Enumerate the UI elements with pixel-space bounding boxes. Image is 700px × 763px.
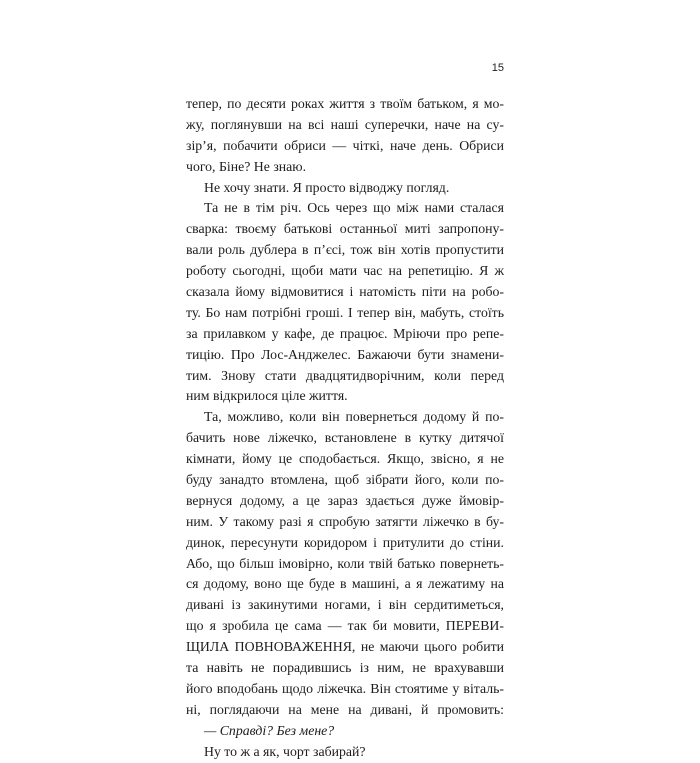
text-line: Або, що більш імовірно, коли твій батько повернеть- — [186, 555, 504, 571]
text-line: сварка: твоєму батькові останньої миті запропону- — [186, 221, 504, 237]
text-line: та навіть не порадившись із ним, не врахувавши — [186, 660, 504, 676]
page-number: 15 — [491, 62, 504, 74]
text-line: буду занадто втомлена, щоб зібрати його, коли по- — [186, 472, 504, 488]
text-line: зір’я, побачити обриси — чіткі, наче день. Обриси — [186, 137, 504, 153]
text-line: тицію. Про Лос-Анджелес. Бажаючи бути знамени- — [186, 346, 504, 362]
text-line: — Справді? Без мене? — [204, 722, 335, 738]
text-line: ні, поглядаючи на мене на дивані, й промовить: — [186, 701, 504, 717]
text-line: ЩИЛА ПОВНОВАЖЕННЯ, не маючи цього робити — [186, 639, 504, 655]
text-line: його вподобань щодо ліжечка. Він стоятиме у віталь- — [186, 680, 504, 696]
text-line: роботу сьогодні, щоби мати час на репетицію. Я ж — [186, 263, 504, 279]
text-line: за прилавком у кафе, де працює. Мріючи про репе- — [186, 325, 504, 341]
text-line: вернуся додому, а це зараз здається дуже ймовір- — [186, 492, 504, 508]
text-line: вали роль дублера в п’єсі, тож він хотів пропустити — [186, 242, 504, 258]
text-line: динок, пересунути коридором і притулити до стіни. — [186, 534, 504, 550]
body-text — [186, 94, 504, 763]
text-line: Та не в тім річ. Ось через що між нами сталася — [204, 200, 504, 216]
text-line: ту. Бо нам потрібні гроші. І тепер він, мабуть, стоїть — [186, 304, 504, 320]
text-line: бачить нове ліжечко, встановлене в кутку дитячої — [186, 430, 504, 446]
text-line: дивані із закинутими ногами, і він сердитиметься, — [186, 597, 504, 613]
text-line: сказала йому відмовитися і натомість піти на робо- — [186, 284, 504, 300]
text-line: Та, можливо, коли він повернеться додому й по- — [204, 409, 504, 425]
text-line: Ну то ж а як, чорт забирай? — [204, 743, 366, 759]
text-line: Не хочу знати. Я просто відводжу погляд. — [204, 179, 450, 195]
text-line: жу, поглянувши на всі наші суперечки, наче на су- — [186, 116, 504, 132]
text-line: тепер, по десяти роках життя з твоїм батьком, я мо- — [186, 96, 504, 111]
text-line: чого, Біне? Не знаю. — [186, 158, 307, 174]
text-line: що я зробила це сама — так би мовити, ПЕРЕВИ- — [186, 618, 504, 634]
text-line: ним. У такому разі я спробую затягти ліжечко в бу- — [186, 513, 504, 529]
text-line: ся додому, воно ще буде в машині, а я лежатиму на — [186, 576, 504, 592]
text-line: ним відкрилося ціле життя. — [186, 388, 348, 404]
text-line: кімнати, йому це сподобається. Якщо, звісно, я не — [186, 451, 504, 467]
text-line: тим. Знову стати двадцятидворічним, коли перед — [186, 367, 504, 383]
